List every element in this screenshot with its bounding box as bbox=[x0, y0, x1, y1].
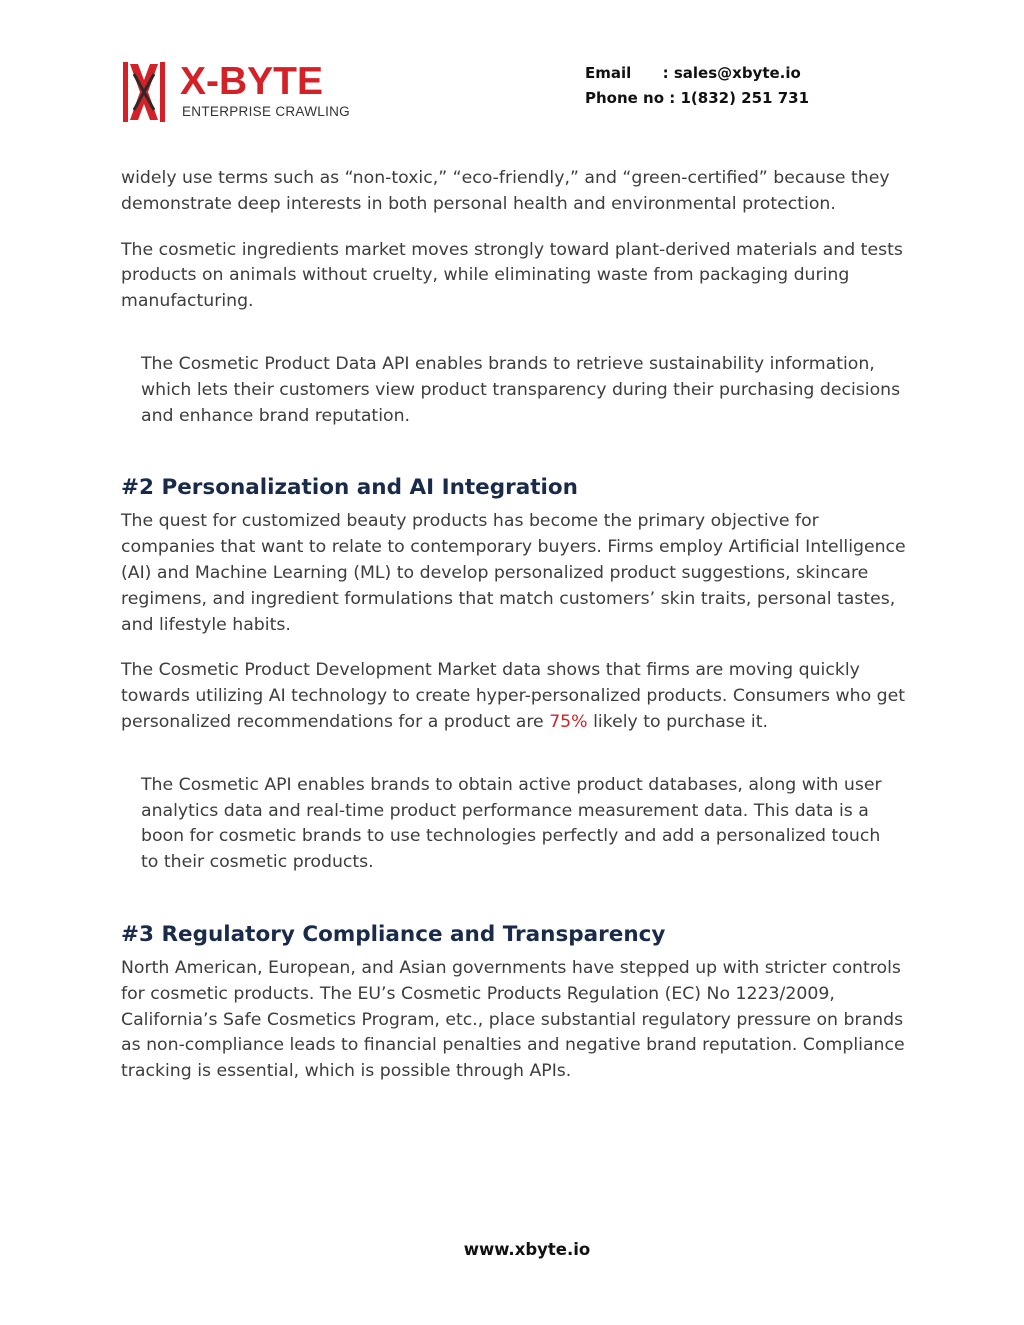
paragraph-eco-terms: widely use terms such as “non-toxic,” “eco-friendly,” and “green-certified” because they demonstrate deep interests in both personal health and environmental protection. bbox=[121, 168, 890, 214]
callout-cosmetic-api: The Cosmetic API enables brands to obtain active product databases, along with user analytics data and real-time product performance measurement data. This data is a boon for cosmetic brands to use technologies perfectly and add a personalized touch to their cosmetic products. bbox=[141, 774, 882, 873]
email-label: Email : bbox=[585, 64, 674, 82]
section-heading-personalization: #2 Personalization and AI Integration bbox=[121, 475, 578, 501]
paragraph-market-data bbox=[121, 658, 911, 735]
market-data-text-start: The Cosmetic Product Development Market data shows that firms are moving quickly towards utilizing AI technology to create hyper-personalized products. Consumers who get personalized recommendations for a product are bbox=[121, 660, 906, 732]
phone-number[interactable]: 1(832) 251 731 bbox=[680, 89, 810, 107]
logo-brand-name: X-BYTE bbox=[180, 60, 324, 103]
callout-product-data-api: The Cosmetic Product Data API enables brands to retrieve sustainability information, which lets their customers view product transparency during their purchasing decisions and enhance brand reputation. bbox=[141, 353, 901, 426]
paragraph-regulations: North American, European, and Asian governments have stepped up with stricter controls for cosmetic products. The EU’s Cosmetic Products Regulation (EC) No 1223/2009, California’s Safe Cosmetics Program, etc., place substantial regulatory pressure on brands as non-compliance leads to financial penalties and negative brand reputation. Compliance tracking is essential, which is possible through APIs. bbox=[121, 957, 905, 1082]
email-address[interactable]: sales@xbyte.io bbox=[673, 64, 801, 82]
phone-label: Phone no : bbox=[585, 89, 681, 107]
paragraph-customized-beauty: The quest for customized beauty products has become the primary objective for companies that want to relate to contemporary buyers. Firms employ Artificial Intelligence (AI) and Machine Learning (ML) to develop personalized product suggestions, skincare regimens, and ingredient formulations that match customers’ skin traits, personal tastes, and lifestyle habits. bbox=[121, 511, 906, 635]
paragraph-ingredients-market: The cosmetic ingredients market moves strongly toward plant-derived materials and tests products on animals without cruelty, while eliminating waste from packaging during manufacturing. bbox=[121, 239, 903, 312]
brand-logo bbox=[122, 60, 362, 124]
footer-website-link[interactable]: www.xbyte.io bbox=[463, 1240, 591, 1259]
contact-phone-row bbox=[585, 86, 809, 111]
market-data-text-end: likely to purchase it. bbox=[587, 711, 768, 732]
contact-email-row bbox=[585, 61, 809, 86]
highlight-percentage: 75% bbox=[549, 711, 588, 732]
document-body bbox=[121, 166, 911, 1085]
logo-tagline: ENTERPRISE CRAWLING bbox=[182, 104, 350, 119]
contact-info bbox=[585, 61, 809, 111]
x-byte-logo-mark-icon bbox=[122, 60, 166, 124]
section-heading-regulatory: #3 Regulatory Compliance and Transparency bbox=[121, 921, 666, 947]
